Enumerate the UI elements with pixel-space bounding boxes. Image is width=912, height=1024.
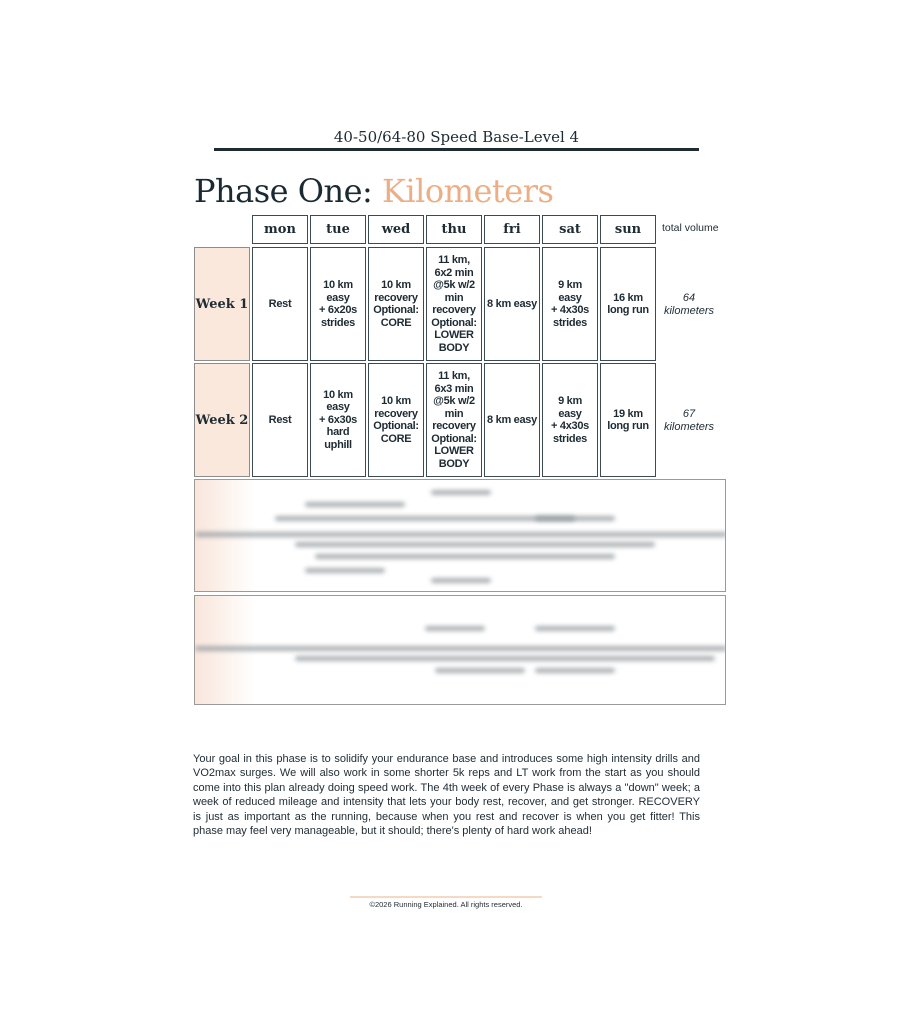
blurred-week-3 xyxy=(194,479,726,592)
document-header: 40-50/64-80 Speed Base-Level 4 xyxy=(333,128,580,146)
week-2-thu-cell: 11 km, 6x3 min @5k w/2 min recovery Optional: LOWER BODY xyxy=(426,363,482,477)
phase-title xyxy=(194,172,553,210)
week-2-label: Week 2 xyxy=(194,363,250,477)
week-1-sun-cell: 16 km long run xyxy=(600,247,656,361)
week-1-sat-cell: 9 km easy + 4x30s strides xyxy=(542,247,598,361)
phase-title-unit: Kilometers xyxy=(381,172,554,210)
week-2-total: 67 kilometers xyxy=(663,408,715,433)
day-header-thu: thu xyxy=(426,215,482,244)
day-header-mon: mon xyxy=(252,215,308,244)
week-2-sat-cell: 9 km easy + 4x30s strides xyxy=(542,363,598,477)
week-1-thu-cell: 11 km, 6x2 min @5k w/2 min recovery Optional: LOWER BODY xyxy=(426,247,482,361)
phase-description: Your goal in this phase is to solidify your endurance base and introduces some high intensity drills and VO2max surges. We will also work in some shorter 5k reps and LT work from the start as you should come into this plan already doing speed work. The 4th week of every Phase is always a "down" week; a week of reduced mileage and intensity that lets your body rest, recover, and get stronger. RECOVERY is just as important as the running, because when you rest and recover is when you get fitter! This phase may feel very manageable, but it should; there's plenty of hard work ahead! xyxy=(193,753,700,838)
week-2-wed-cell: 10 km recovery Optional: CORE xyxy=(368,363,424,477)
week-2-mon-cell: Rest xyxy=(252,363,308,477)
blurred-week-4 xyxy=(194,595,726,705)
week-1-wed-cell: 10 km recovery Optional: CORE xyxy=(368,247,424,361)
header-divider xyxy=(214,148,699,151)
week-1-tue-cell: 10 km easy + 6x20s strides xyxy=(310,247,366,361)
phase-title-prefix: Phase One: xyxy=(194,172,373,210)
footer-divider xyxy=(350,896,542,898)
day-header-sat: sat xyxy=(542,215,598,244)
week-2-fri-cell: 8 km easy xyxy=(484,363,540,477)
day-header-wed: wed xyxy=(368,215,424,244)
week-1-total: 64 kilometers xyxy=(663,292,715,317)
week-1-label: Week 1 xyxy=(194,247,250,361)
total-volume-header: total volume xyxy=(662,222,719,234)
week-2-tue-cell: 10 km easy + 6x30s hard uphill xyxy=(310,363,366,477)
week-2-sun-cell: 19 km long run xyxy=(600,363,656,477)
week-1-mon-cell: Rest xyxy=(252,247,308,361)
week-1-fri-cell: 8 km easy xyxy=(484,247,540,361)
day-header-sun: sun xyxy=(600,215,656,244)
day-header-fri: fri xyxy=(484,215,540,244)
copyright-footer: ©2026 Running Explained. All rights reserved. xyxy=(369,900,523,909)
day-header-tue: tue xyxy=(310,215,366,244)
